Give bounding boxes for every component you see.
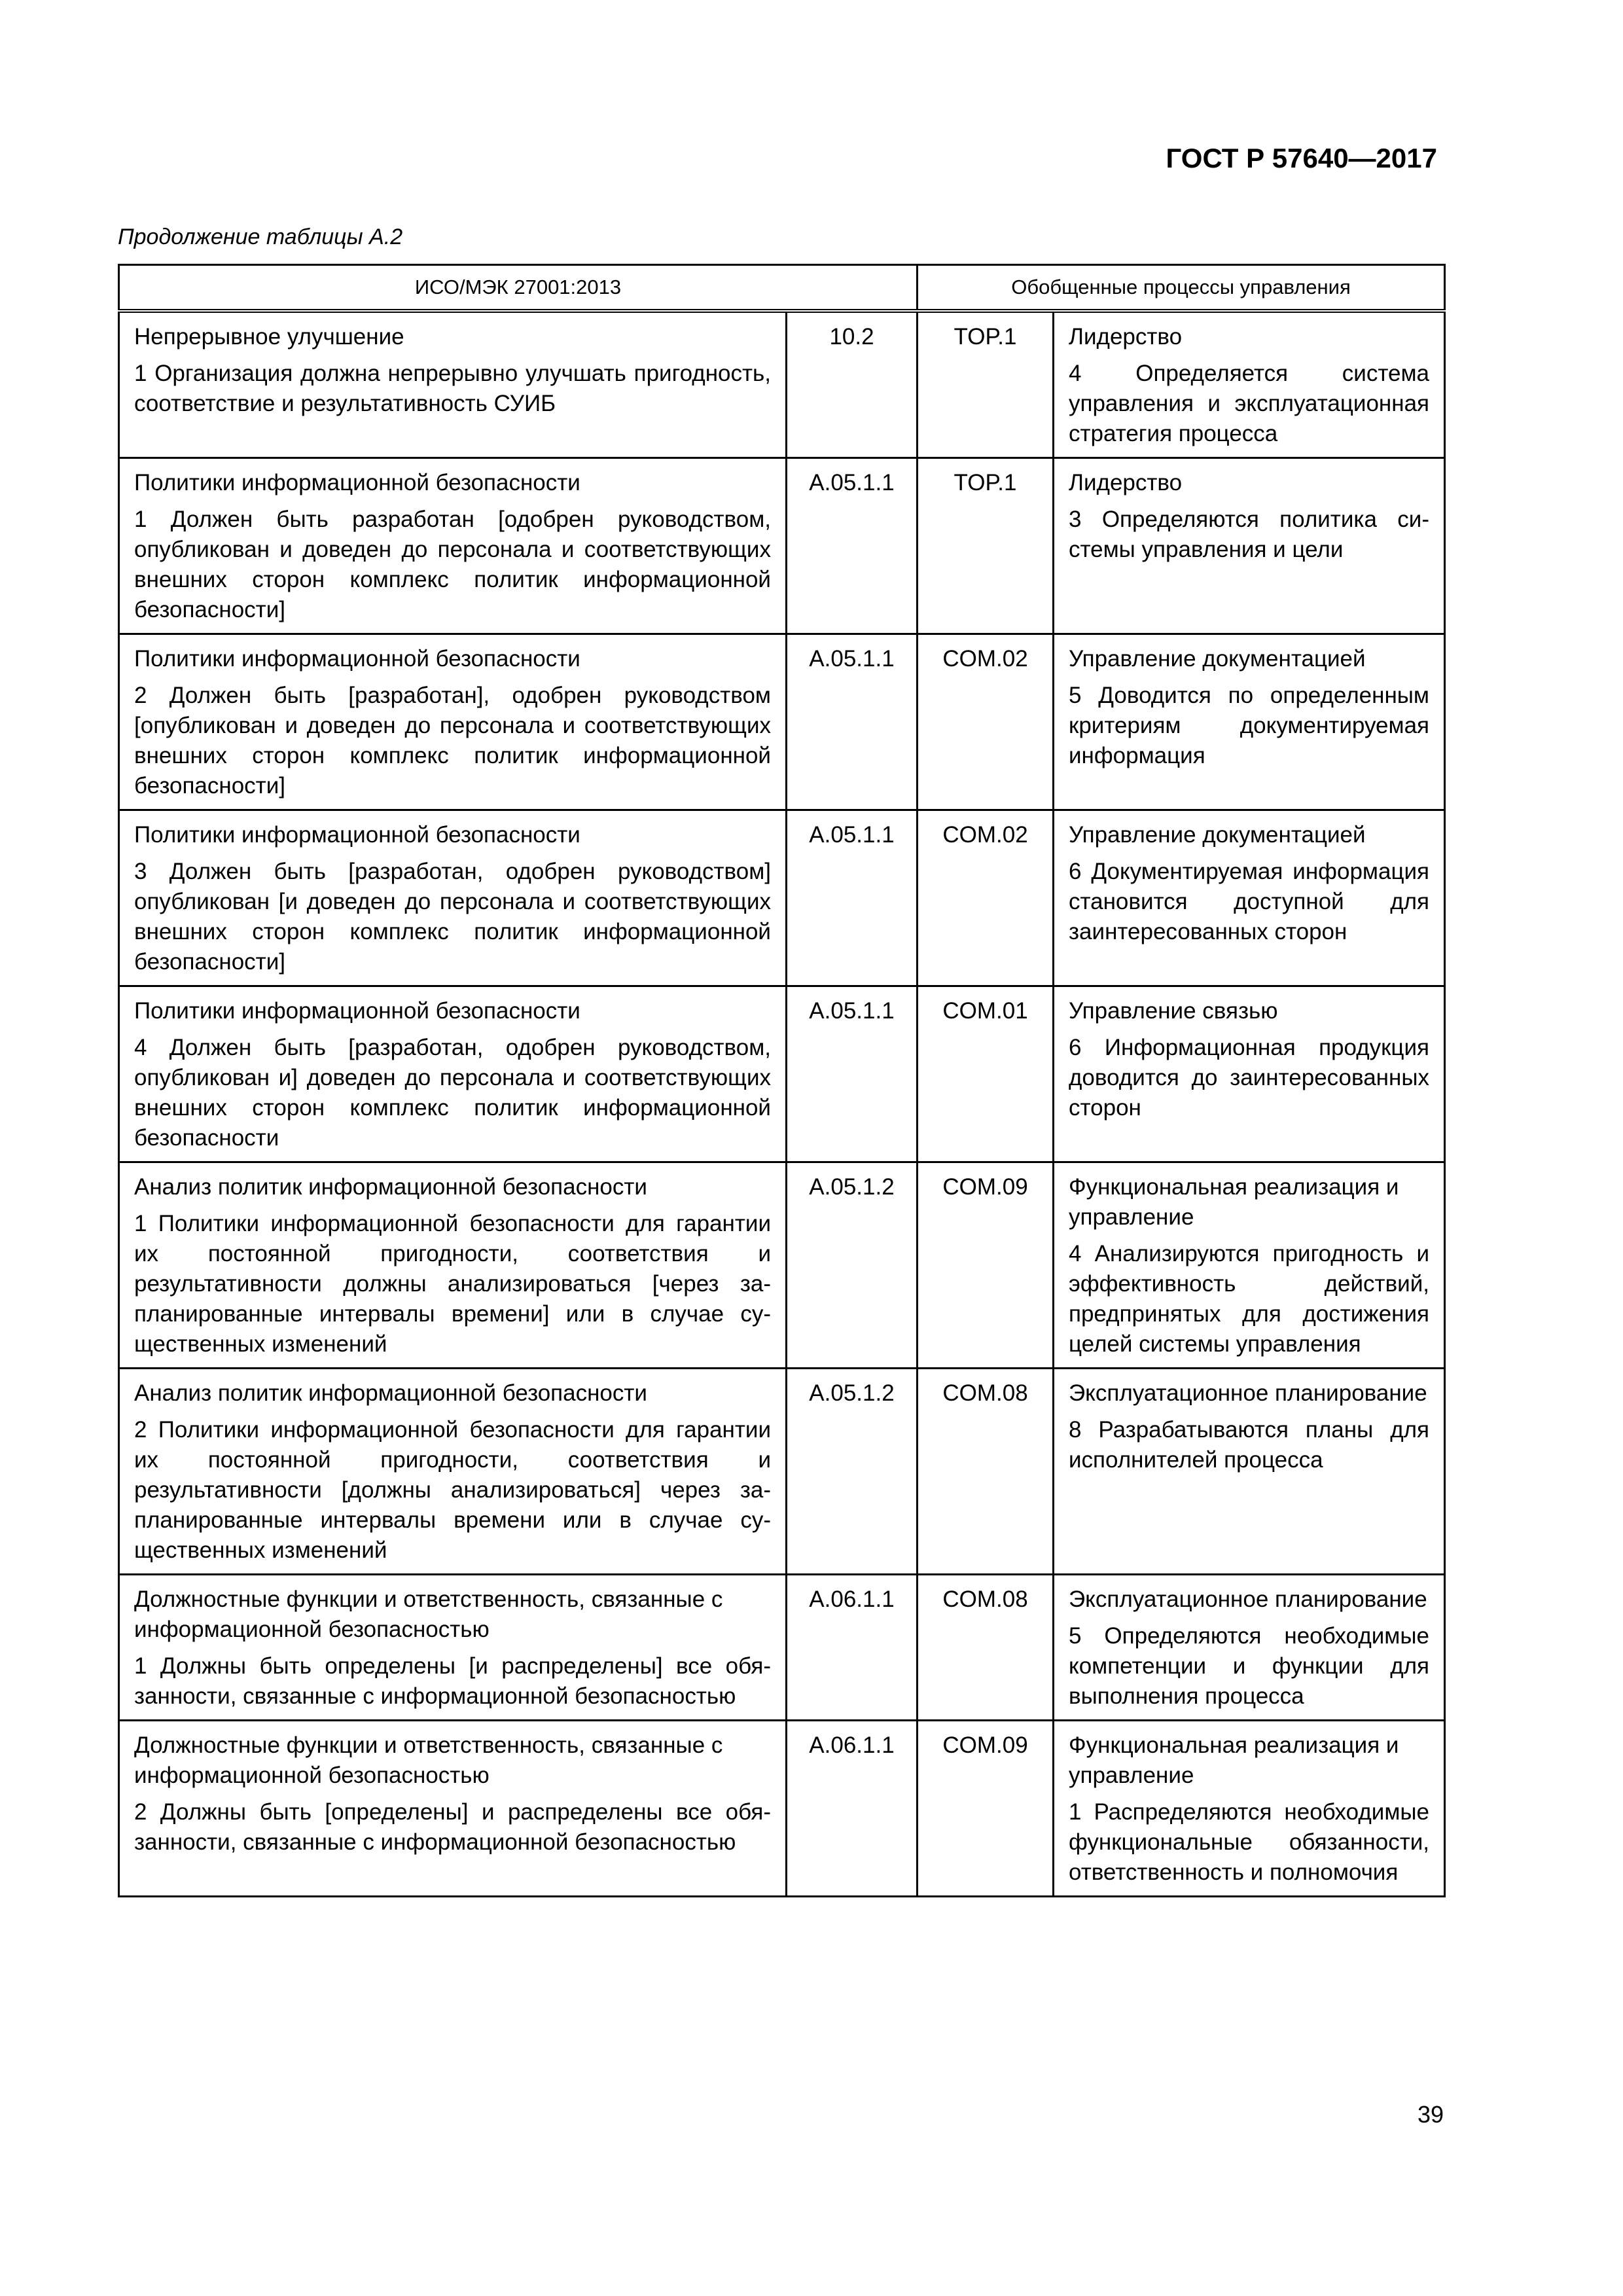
iso-control-title: Политики информационной безопасности (134, 646, 580, 672)
table-row (119, 634, 1445, 810)
process-code-cell: COM.08 (918, 1575, 1054, 1721)
process-outcome-text: 3 Определяются политика системы управления и цели (1069, 507, 1429, 562)
iso-requirement-cell (119, 634, 787, 810)
clause-number-cell: A.05.1.2 (787, 1162, 918, 1369)
iso-requirement-text: 1 Организация должна непрерывно улучшать пригодность, соответствие и результативность СУИБ (134, 361, 771, 416)
iso-requirement-cell (119, 1575, 787, 1721)
process-outcome-cell (1054, 1575, 1445, 1721)
process-title: Управление документацией (1069, 646, 1366, 672)
clause-number-cell: A.05.1.2 (787, 1369, 918, 1575)
process-outcome-cell (1054, 986, 1445, 1162)
process-title: Эксплуатационное планирование (1069, 1380, 1427, 1406)
process-outcome-text: 5 Доводится по определенным критериям документируемая информация (1069, 683, 1429, 768)
header-iso-standard: ИСО/МЭК 27001:2013 (119, 265, 918, 312)
process-outcome-text: 4 Определяется система управления и эксплуатационная стратегия процесса (1069, 361, 1429, 446)
process-outcome-cell (1054, 1721, 1445, 1897)
clause-number-cell: A.05.1.1 (787, 810, 918, 986)
process-outcome-cell (1054, 634, 1445, 810)
process-code-cell: COM.02 (918, 634, 1054, 810)
iso-requirement-cell (119, 1162, 787, 1369)
iso-requirement-text: 2 Должны быть [определены] и распределены все обязанности, связанные с информационной безопасностью (134, 1799, 771, 1855)
process-outcome-text: 6 Информационная продукция доводится до заинтересованных сторон (1069, 1035, 1429, 1121)
process-outcome-cell (1054, 311, 1445, 458)
process-outcome-cell (1054, 810, 1445, 986)
clause-number-cell: A.05.1.1 (787, 986, 918, 1162)
table-row (119, 986, 1445, 1162)
table-row (119, 1721, 1445, 1897)
clause-number-cell: 10.2 (787, 311, 918, 458)
iso-requirement-text: 4 Должен быть [разработан, одобрен руководством, опубликован и] доведен до персонала и соответствующих внешних сторон комплекс политик информационной безопасности (134, 1035, 771, 1151)
process-outcome-cell (1054, 1369, 1445, 1575)
process-outcome-cell (1054, 1162, 1445, 1369)
page-number: 39 (1417, 2101, 1444, 2128)
process-code-cell: TOP.1 (918, 458, 1054, 634)
iso-requirement-text: 3 Должен быть [разработан, одобрен руководством] опубликован [и доведен до персонала и соответствующих внешних сторон комплекс политик информационной безопасности] (134, 859, 771, 975)
iso-requirement-cell (119, 458, 787, 634)
table-row (119, 1575, 1445, 1721)
process-code-cell: TOP.1 (918, 311, 1054, 458)
process-code-cell: COM.09 (918, 1162, 1054, 1369)
iso-requirement-text: 1 Политики информационной безопасности для гарантии их постоянной пригодности, соответствия и результативности должны анализироваться [через запланированные интервалы времени] или в случае существенных изменений (134, 1211, 771, 1357)
mapping-table (118, 264, 1446, 1897)
process-title: Управление документацией (1069, 822, 1366, 848)
process-title: Лидерство (1069, 324, 1183, 350)
document-code: ГОСТ Р 57640—2017 (1166, 143, 1437, 173)
table-row (119, 311, 1445, 458)
process-title: Функциональная реализация и управление (1069, 1732, 1399, 1788)
iso-control-title: Политики информационной безопасности (134, 470, 580, 495)
clause-number-cell: A.05.1.1 (787, 634, 918, 810)
iso-requirement-text: 2 Политики информационной безопасности для гарантии их постоянной пригодности, соответствия и результативности [должны анализироваться] через запланированные интервалы времени или в случае существенных изменений (134, 1417, 771, 1563)
process-outcome-text: 5 Определяются необходимые компетенции и функции для выполнения процесса (1069, 1623, 1429, 1709)
iso-requirement-cell (119, 1721, 787, 1897)
iso-requirement-text: 1 Должны быть определены [и распределены] все обязанности, связанные с информационной безопасностью (134, 1653, 771, 1709)
process-outcome-text: 1 Распределяются необходимые функциональные обязанности, ответственность и полномочия (1069, 1799, 1429, 1885)
clause-number-cell: A.06.1.1 (787, 1575, 918, 1721)
table-row (119, 810, 1445, 986)
table-body (119, 311, 1445, 1897)
process-title: Управление связью (1069, 998, 1278, 1024)
table-caption: Продолжение таблицы А.2 (118, 224, 403, 249)
iso-control-title: Должностные функции и ответственность, связанные с информационной безопасностью (134, 1732, 723, 1788)
iso-control-title: Должностные функции и ответственность, связанные с информационной безопасностью (134, 1587, 723, 1642)
table-row (119, 1162, 1445, 1369)
iso-control-title: Анализ политик информационной безопасности (134, 1380, 647, 1406)
clause-number-cell: A.06.1.1 (787, 1721, 918, 1897)
process-title: Лидерство (1069, 470, 1183, 495)
iso-control-title: Политики информационной безопасности (134, 998, 580, 1024)
process-code-cell: COM.02 (918, 810, 1054, 986)
iso-requirement-text: 1 Должен быть разработан [одобрен руководством, опубликован и доведен до персонала и соответствующих внешних сторон комплекс политик информационной безопасности] (134, 507, 771, 622)
process-outcome-text: 8 Разрабатываются планы для исполнителей процесса (1069, 1417, 1429, 1473)
table-row (119, 1369, 1445, 1575)
process-code-cell: COM.08 (918, 1369, 1054, 1575)
iso-control-title: Политики информационной безопасности (134, 822, 580, 848)
header-generic-processes: Обобщенные процессы управления (918, 265, 1445, 312)
process-title: Эксплуатационное планирование (1069, 1587, 1427, 1612)
process-outcome-text: 4 Анализируются пригодность и эффективность действий, предпринятых для достижения целей системы управления (1069, 1241, 1429, 1357)
iso-requirement-cell (119, 810, 787, 986)
process-outcome-text: 6 Документируемая информация становится доступной для заинтересованных сторон (1069, 859, 1429, 944)
table-row (119, 458, 1445, 634)
process-outcome-cell (1054, 458, 1445, 634)
iso-requirement-cell (119, 311, 787, 458)
table-header-row (119, 265, 1445, 312)
clause-number-cell: A.05.1.1 (787, 458, 918, 634)
iso-requirement-text: 2 Должен быть [разработан], одобрен руководством [опубликован и доведен до персонала и соответствующих внешних сторон комплекс политик информационной безопасности] (134, 683, 771, 798)
iso-control-title: Анализ политик информационной безопасности (134, 1174, 647, 1200)
process-title: Функциональная реализация и управление (1069, 1174, 1399, 1230)
iso-requirement-cell (119, 986, 787, 1162)
process-code-cell: COM.01 (918, 986, 1054, 1162)
process-code-cell: COM.09 (918, 1721, 1054, 1897)
iso-control-title: Непрерывное улучшение (134, 324, 404, 350)
iso-requirement-cell (119, 1369, 787, 1575)
